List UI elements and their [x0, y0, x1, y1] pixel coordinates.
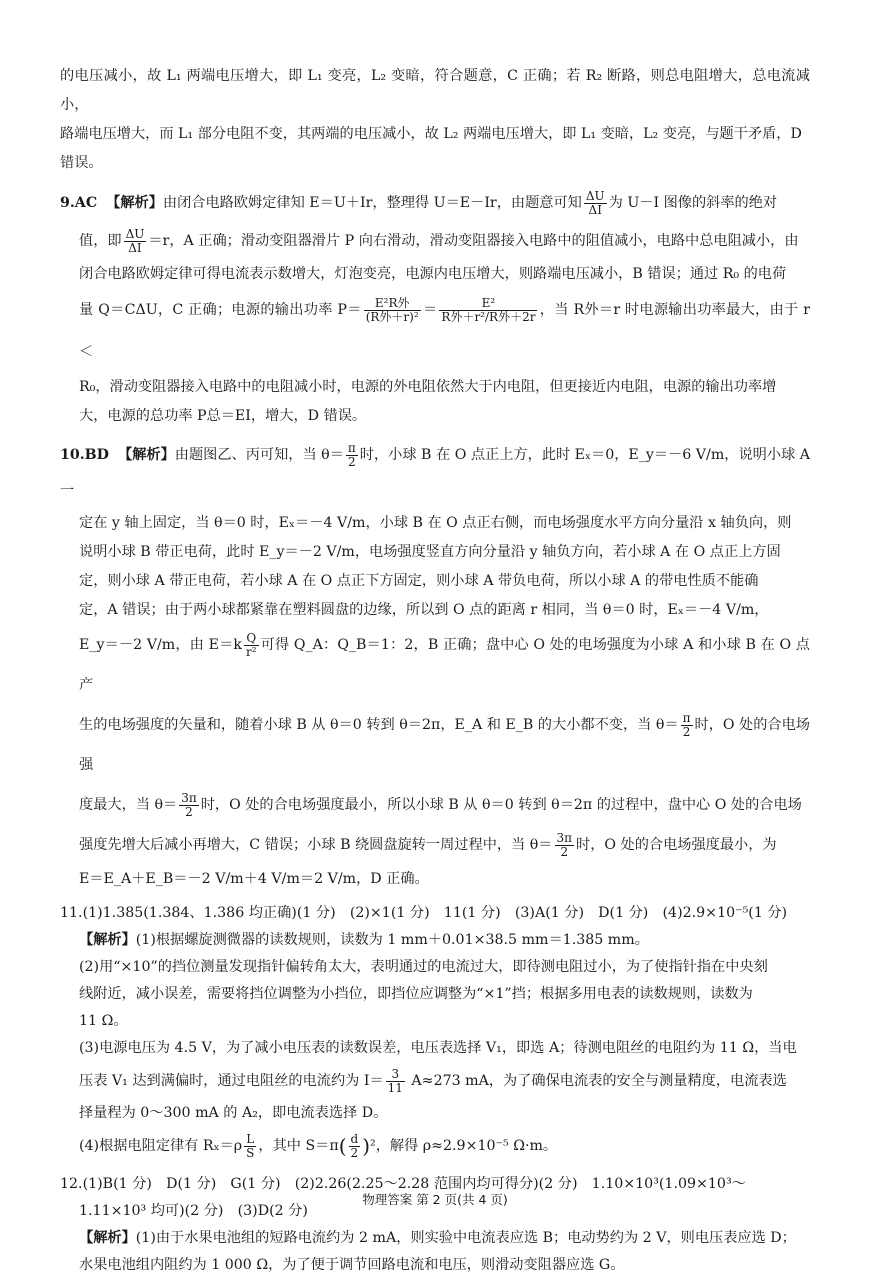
text: A≈273 mA，为了确保电流表的安全与测量精度，电流表选 [406, 1073, 787, 1089]
page-footer: 物理答案 第 2 页(共 4 页) [362, 1192, 508, 1207]
paragraph: 水果电池组内阻约为 1 000 Ω，为了便于调节回路电流和电压，则滑动变阻器应选 G。 [79, 1257, 625, 1273]
denominator: 2 [185, 804, 193, 819]
denominator: r² [246, 644, 257, 659]
paragraph: 线附近，减小误差，需要将挡位调整为小挡位，即挡位应调整为“×1”挡；根据多用电表的读数规则，读数为 [79, 986, 753, 1002]
denominator: 2 [348, 454, 356, 469]
text: ，当 R外＝r 时电源输出功率最大，由于 r＜ [79, 302, 810, 360]
question-number: 9.AC [60, 195, 98, 211]
fraction [439, 297, 537, 324]
paragraph: (3)电源电压为 4.5 V，为了减小电压表的读数误差，电压表选择 V₁，即选 A；待测电阻丝的电阻约为 11 Ω，当电 [79, 1040, 797, 1056]
paragraph [60, 1062, 810, 1100]
paragraph: 定，则小球 A 带正电荷，若小球 A 在 O 点正下方固定，则小球 A 带负电荷，所以小球 A 的带电性质不能确 [79, 573, 759, 589]
text: 量 Q＝CΔU，C 正确；电源的输出功率 P＝ [79, 302, 362, 318]
text: 时，小球 B 在 O 点正上方，此时 Eₓ＝0，E_y＝－6 V/m，说明小球 A 一 [60, 447, 810, 499]
fraction [244, 1133, 256, 1160]
paragraph: (2)用“×10”的挡位测量发现指针偏转角太大，表明通过的电流过大，即待测电阻过小，为了使指针指在中央刻 [79, 959, 768, 975]
numerator: 3π [181, 790, 197, 805]
paragraph: 的电压减小，故 L₁ 两端电压增大，即 L₁ 变亮，L₂ 变暗，符合题意，C 正确；若 R₂ 断路，则总电阻增大，总电流减小， [60, 68, 810, 113]
paragraph [60, 289, 810, 373]
paragraph: R₀，滑动变阻器接入电路中的电阻减小时，电源的外电阻依然大于内电阻，但更接近内电阻，电源的输出功率增 [79, 379, 777, 395]
numerator: E²R外 [364, 297, 421, 311]
analysis-tag: 【解析】 [118, 447, 175, 463]
fraction [386, 1068, 405, 1095]
paragraph [60, 625, 810, 705]
fraction [346, 442, 358, 469]
text: ²，解得 ρ≈2.9×10⁻⁵ Ω·m。 [370, 1138, 558, 1154]
denominator: 2 [682, 724, 691, 739]
paragraph [60, 437, 810, 509]
text: 可得 Q_A：Q_B＝1：2，B 正确；盘中心 O 处的电场强度为小球 A 和小球 B 在 O 点产 [79, 637, 810, 693]
paragraph [60, 825, 810, 865]
paragraph [60, 785, 810, 825]
paragraph: 定，A 错误；由于两小球都紧靠在塑料圆盘的边缘，所以到 O 点的距离 r 相同，当 θ＝0 时，Eₓ＝－4 V/m， [79, 602, 769, 618]
fraction [555, 832, 575, 859]
numerator: 3π [556, 830, 573, 845]
fraction [244, 632, 259, 659]
text: 生的电场强度的矢量和，随着小球 B 从 θ＝0 转到 θ＝2π，E_A 和 E_B 的大小都不变，当 θ＝ [79, 717, 679, 733]
paragraph: 大，电源的总功率 P总＝EI，增大，D 错误。 [79, 408, 367, 424]
text: 由题图乙、丙可知，当 θ＝ [174, 447, 344, 463]
denominator: ΔI [128, 240, 142, 255]
text: 度最大，当 θ＝ [79, 797, 178, 813]
paragraph [60, 705, 810, 785]
text: 由闭合电路欧姆定律知 E＝U＋Ir，整理得 U＝E－Ir，由题意可知 [162, 195, 582, 211]
question-number: 10.BD [60, 447, 109, 463]
paragraph: 错误。 [60, 155, 103, 171]
text: ＝ [422, 302, 438, 318]
paragraph: 闭合电路欧姆定律可得电流表示数增大，灯泡变亮，电源内电压增大，则路端电压减小，B 错误；通过 R₀ 的电荷 [79, 266, 787, 282]
numerator: L [244, 1133, 256, 1147]
paragraph [60, 927, 810, 954]
paragraph: (4)根据电阻定律有 Rₓ＝ρ $\frac{L}{S}$ ，其中 S＝π( $\frac{d}{2}$ )²，解得 ρ≈2.9×10⁻⁵ Ω·m。 [79, 1131, 558, 1160]
text: (4)根据电阻定律有 Rₓ＝ρ [79, 1138, 243, 1154]
fraction [179, 792, 199, 819]
numerator: ΔU [125, 226, 145, 241]
denominator: 2 [350, 1145, 359, 1160]
numerator: π [682, 710, 691, 725]
numerator: d [350, 1131, 359, 1146]
numerator: E² [439, 297, 537, 311]
text: 强度先增大后减小再增大，C 错误；小球 B 绕圆盘旋转一周过程中，当 θ＝ [79, 837, 553, 853]
paragraph [60, 222, 810, 260]
numerator: 3 [386, 1068, 405, 1082]
numerator: Q [244, 632, 259, 646]
denominator: (R外＋r)² [365, 309, 419, 324]
fraction [364, 297, 421, 324]
paragraph [60, 184, 810, 222]
paragraph: 11 Ω。 [79, 1013, 128, 1029]
text: 时，O 处的合电场强度最小，所以小球 B 从 θ＝0 转到 θ＝2π 的过程中，盘中心 O 处的合电场 [200, 797, 802, 813]
analysis-tag: 【解析】 [79, 932, 136, 948]
numerator: π [347, 440, 356, 455]
paragraph: 路端电压增大，而 L₁ 部分电阻不变，其两端的电压减小，故 L₂ 两端电压增大，即 L₁ 变暗，L₂ 变亮，与题干矛盾，D [60, 126, 802, 142]
text: 为 U－I 图像的斜率的绝对 [608, 195, 778, 211]
q11-answer [60, 900, 810, 1165]
q12-answer [60, 1171, 810, 1279]
text: 值，即 [79, 233, 122, 249]
answer-key: 12.(1)B(1 分) D(1 分) G(1 分) (2)2.26(2.25～2.28 范围内均可得分)(2 分) 1.10×10³(1.09×10³～ [60, 1176, 746, 1192]
fraction [349, 1133, 361, 1160]
q8-continuation [60, 62, 810, 178]
q10-answer [60, 437, 810, 894]
paragraph: 择量程为 0～300 mA 的 A₂，即电流表选择 D。 [79, 1105, 388, 1121]
fraction [681, 712, 693, 739]
text: 压表 V₁ 达到满偏时，通过电阻丝的电流约为 I＝ [79, 1073, 384, 1089]
denominator: 11 [387, 1080, 403, 1095]
denominator: ΔI [588, 202, 602, 217]
text: (1)根据螺旋测微器的读数规则，读数为 1 mm＋0.01×38.5 mm＝1.385 mm。 [135, 932, 649, 948]
analysis-tag: 【解析】 [106, 195, 163, 211]
numerator: ΔU [585, 188, 605, 203]
paragraph: 说明小球 B 带正电荷，此时 E_y＝－2 V/m，电场强度竖直方向分量沿 y 轴负方向，若小球 A 在 O 点正上方固 [79, 544, 781, 560]
denominator: S [246, 1145, 255, 1160]
denominator: R外＋r²/R外＋2r [441, 309, 536, 324]
text: ＝r，A 正确；滑动变阻器滑片 P 向右滑动，滑动变阻器接入电路中的阻值减小，电路中总电阻减小，由 [148, 233, 799, 249]
paragraph [60, 1225, 810, 1252]
text: E_y＝－2 V/m，由 E＝k [79, 637, 242, 653]
text: 时，O 处的合电场强度最小，为 [576, 837, 777, 853]
paragraph: E＝E_A＋E_B＝－2 V/m＋4 V/m＝2 V/m，D 正确。 [79, 871, 429, 887]
fraction [584, 190, 607, 217]
paragraph: 定在 y 轴上固定，当 θ＝0 时，Eₓ＝－4 V/m，小球 B 在 O 点正右侧，而电场强度水平方向分量沿 x 轴负向，则 [79, 515, 792, 531]
fraction [124, 228, 147, 255]
text: (1)由于水果电池组的短路电流约为 2 mA，则实验中电流表应选 B；电动势约为 2 V，则电压表应选 D； [135, 1230, 796, 1246]
answer-key: 11.(1)1.385(1.384、1.386 均正确)(1 分) (2)×1(1 分) 11(1 分) (3)A(1 分) D(1 分) (4)2.9×10⁻⁵(1 分) [60, 905, 788, 921]
analysis-tag: 【解析】 [79, 1230, 136, 1246]
text: 时，O 处的合电场强 [79, 717, 810, 773]
denominator: 2 [560, 844, 569, 859]
answer-key: 1.11×10³ 均可)(2 分) (3)D(2 分) [79, 1203, 308, 1219]
text: ，其中 S＝π [258, 1138, 339, 1154]
q9-answer [60, 184, 810, 431]
